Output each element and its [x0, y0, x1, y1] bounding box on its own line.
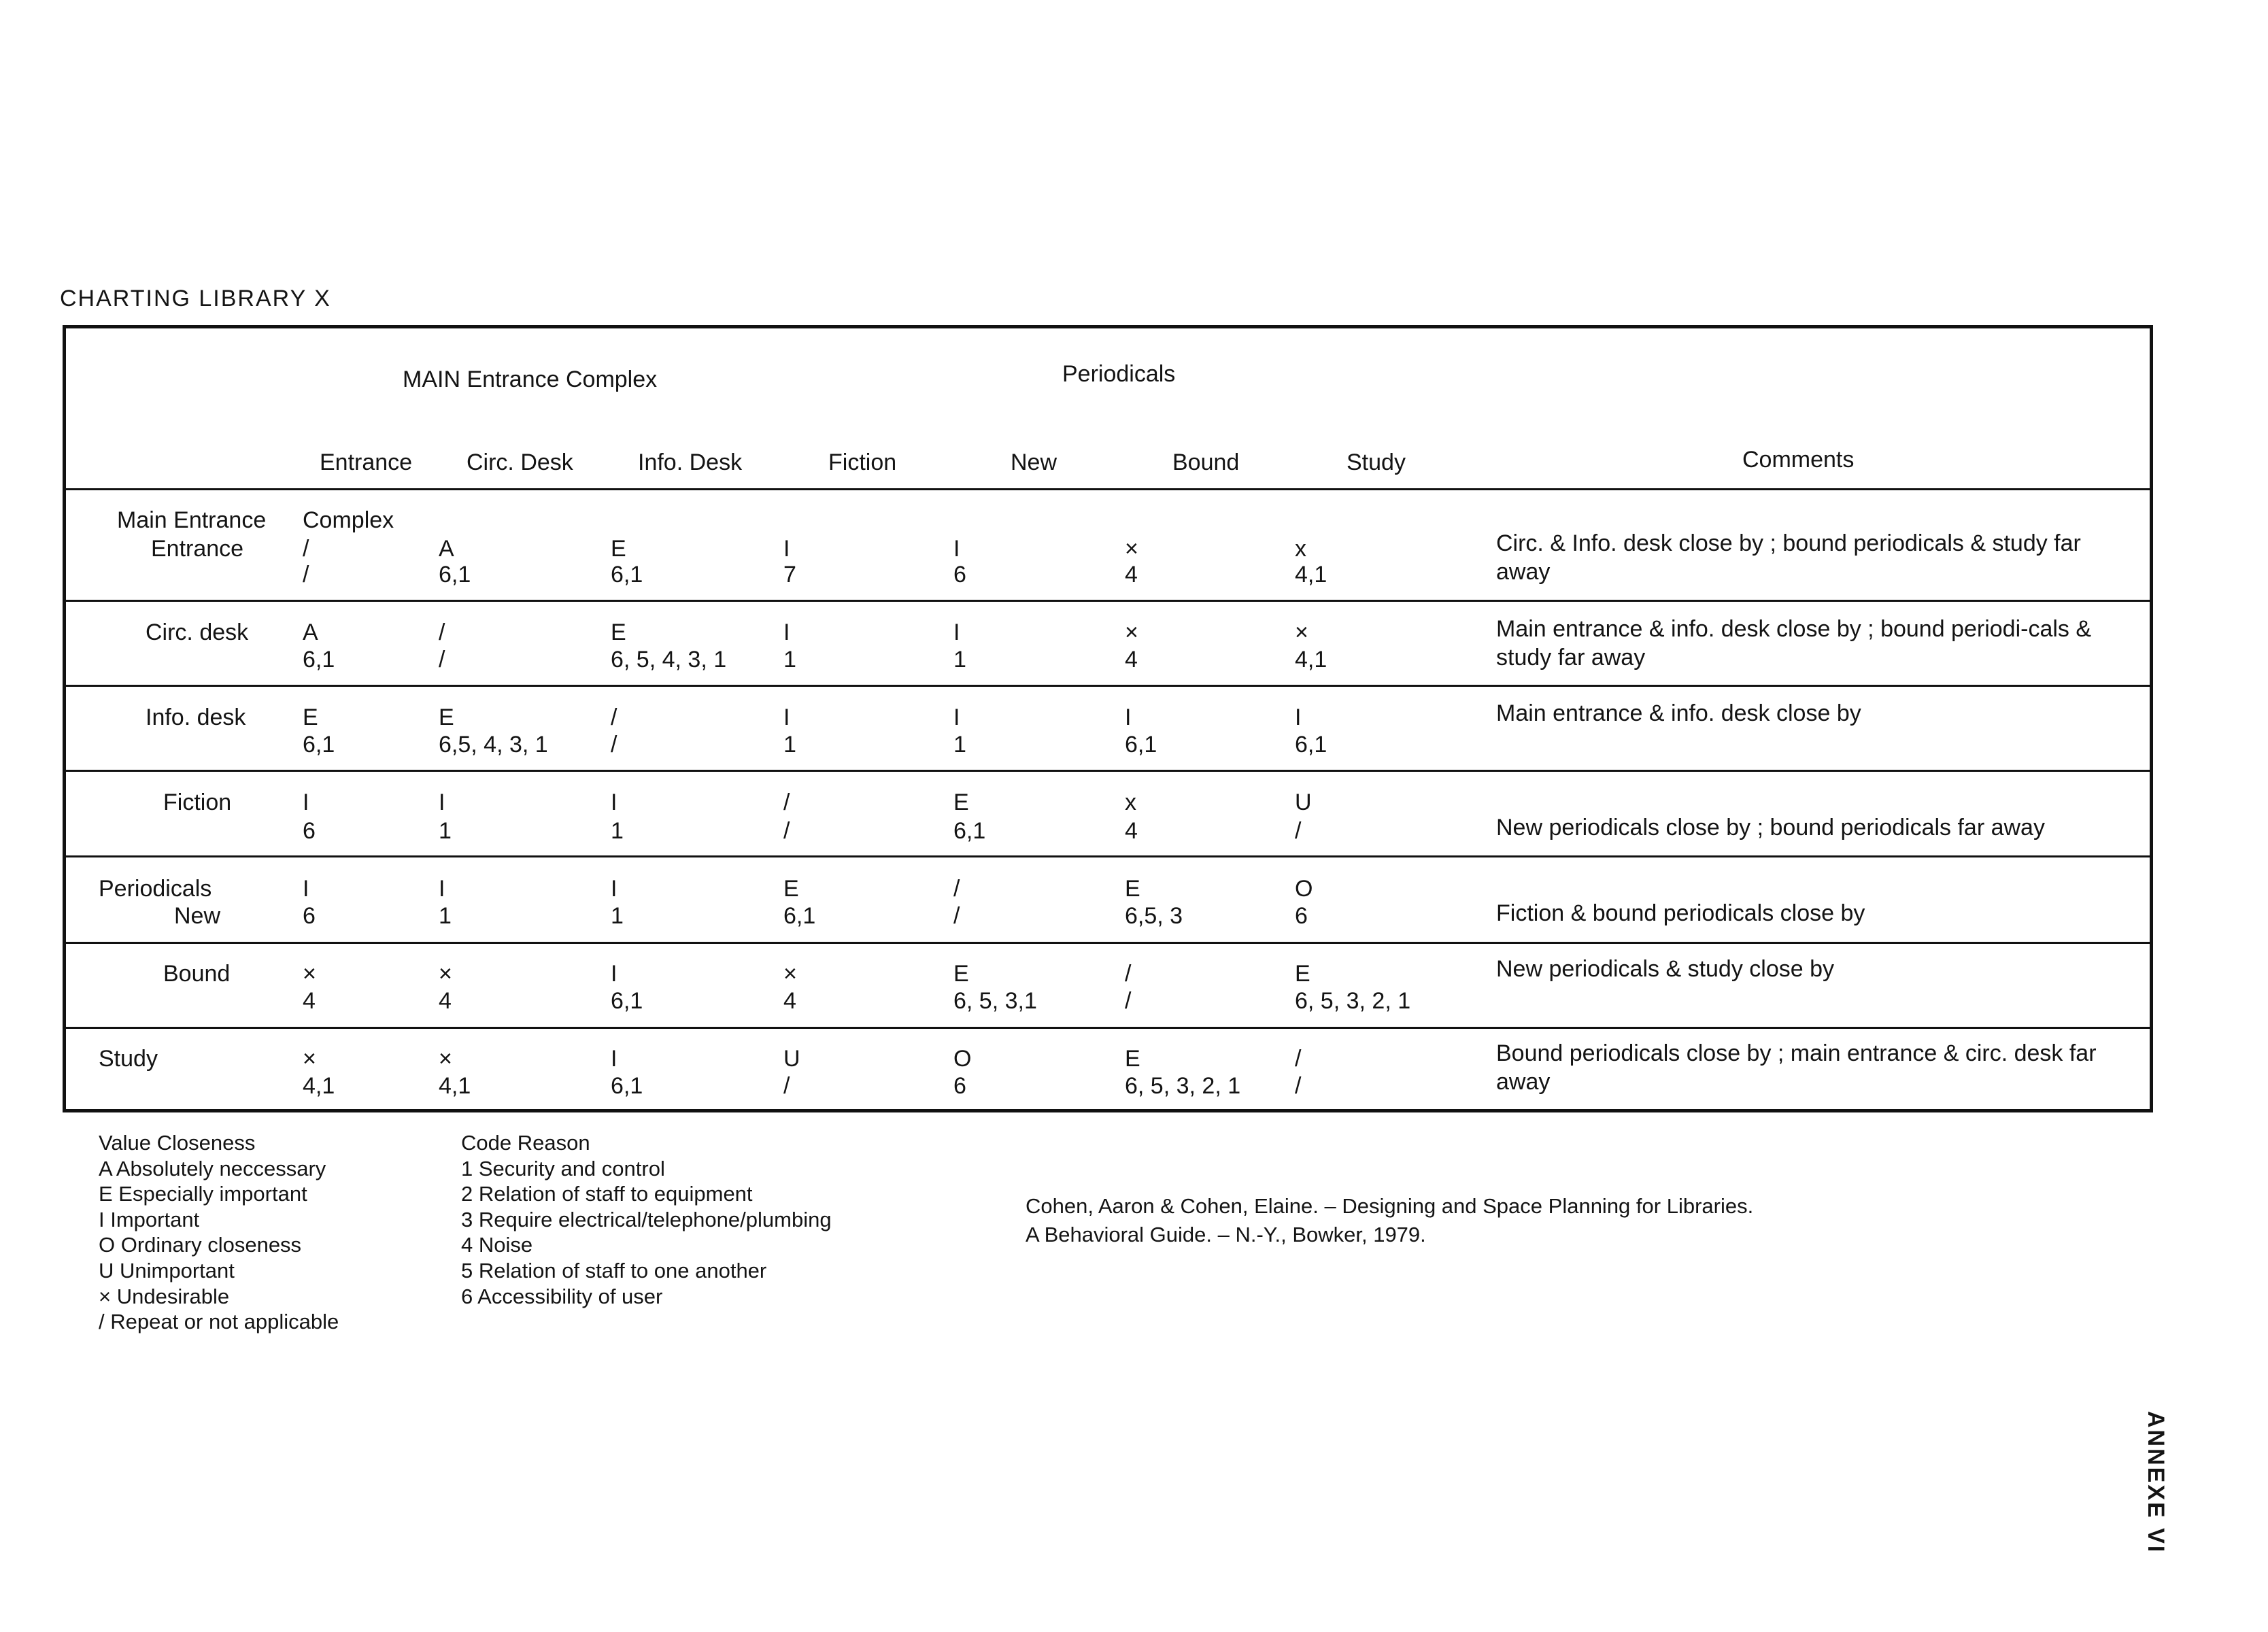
legend-item: 1 Security and control — [461, 1156, 665, 1180]
row-label: Periodicals — [99, 876, 212, 902]
column-header-circ-desk: Circ. Desk — [467, 449, 573, 475]
cell-value: × — [303, 961, 316, 987]
cell-value: O — [953, 1046, 972, 1072]
cell-reason: 6 — [303, 818, 316, 844]
cell-reason: 6,1 — [611, 988, 643, 1014]
column-header-fiction: Fiction — [828, 449, 897, 475]
cell-reason: / — [953, 903, 960, 929]
cell-reason: 4 — [439, 988, 452, 1014]
cell-value: I — [611, 876, 617, 902]
cell-value: x — [1125, 789, 1136, 815]
cell-reason: 4,1 — [1295, 647, 1327, 673]
row-rule — [63, 855, 2153, 857]
cell-value: E — [611, 619, 626, 645]
cell-value: E — [303, 704, 318, 730]
cell-value: I — [953, 704, 960, 730]
legend-item: 5 Relation of staff to one another — [461, 1258, 767, 1282]
cell-reason: 4 — [1125, 818, 1138, 844]
cell-value: × — [1295, 619, 1308, 645]
cell-reason: 4,1 — [1295, 562, 1327, 588]
cell-reason: 6 — [953, 562, 966, 588]
cell-reason: 1 — [439, 818, 452, 844]
legend-item: 6 Accessibility of user — [461, 1284, 663, 1308]
cell-reason: 6, 5, 3, 2, 1 — [1295, 988, 1411, 1014]
cell-value: I — [953, 619, 960, 645]
cell-reason: 4 — [303, 988, 316, 1014]
row-comment: New periodicals close by ; bound periodicals far away — [1496, 815, 2045, 840]
cell-value: E — [953, 789, 969, 815]
cell-value: A — [303, 619, 318, 645]
row-comment: Main entrance & info. desk close by ; bound periodi-cals & study far away — [1496, 616, 2092, 670]
cell-reason: 1 — [953, 647, 966, 673]
cell-value: I — [783, 704, 790, 730]
cell-value: / — [439, 619, 445, 645]
cell-value: E — [953, 961, 969, 987]
cell-value: I — [303, 789, 309, 815]
cell-value: × — [439, 961, 452, 987]
row-label: Study — [99, 1046, 158, 1072]
row-label-sub: Entrance — [151, 536, 244, 562]
cell-reason: 6,1 — [439, 562, 471, 588]
cell-reason: 1 — [783, 732, 796, 758]
cell-reason: 6, 5, 3, 2, 1 — [1125, 1073, 1241, 1099]
row-label-sub: New — [174, 903, 221, 929]
legend-item: 4 Noise — [461, 1233, 533, 1257]
cell-reason: 1 — [953, 732, 966, 758]
cell-reason: 6 — [1295, 903, 1308, 929]
cell-value: U — [1295, 789, 1312, 815]
legend-value-closeness — [99, 1130, 339, 1335]
cell-reason: / — [1295, 1073, 1302, 1099]
cell-reason: 6 — [303, 903, 316, 929]
cell-value: O — [1295, 876, 1313, 902]
row-comment: Fiction & bound periodicals close by — [1496, 900, 1865, 926]
column-header-info-desk: Info. Desk — [638, 449, 743, 475]
cell-reason: 6, 5, 4, 3, 1 — [611, 647, 727, 673]
cell-reason: 1 — [611, 818, 624, 844]
cell-reason: 6,5, 4, 3, 1 — [439, 732, 548, 758]
cell-value: E — [611, 536, 626, 562]
row-label-complex: Complex — [303, 507, 394, 533]
cell-reason: 6,1 — [611, 562, 643, 588]
citation-line: A Behavioral Guide. – N.-Y., Bowker, 1979. — [1026, 1223, 1426, 1246]
cell-reason: / — [439, 647, 445, 673]
cell-value: I — [439, 876, 445, 902]
column-header-new: New — [1011, 449, 1057, 475]
cell-reason: 1 — [611, 903, 624, 929]
group-header-main-entrance: MAIN Entrance Complex — [403, 367, 658, 392]
cell-value: / — [303, 536, 309, 562]
cell-reason: / — [783, 818, 790, 844]
cell-value: × — [1125, 536, 1138, 562]
cell-value: E — [1125, 1046, 1140, 1072]
row-label: Fiction — [163, 789, 232, 815]
cell-value: / — [953, 876, 960, 902]
column-header-bound: Bound — [1172, 449, 1240, 475]
cell-value: E — [1295, 961, 1310, 987]
cell-reason: 4 — [1125, 647, 1138, 673]
cell-reason: 4 — [1125, 562, 1138, 588]
row-rule — [63, 770, 2153, 772]
citation-line: Cohen, Aaron & Cohen, Elaine. – Designing and Space Planning for Libraries. — [1026, 1194, 1754, 1218]
cell-reason: 4,1 — [439, 1073, 471, 1099]
cell-reason: 1 — [439, 903, 452, 929]
legend-code-reason — [461, 1130, 832, 1309]
cell-reason: 6, 5, 3,1 — [953, 988, 1037, 1014]
row-rule — [63, 685, 2153, 687]
cell-value: A — [439, 536, 454, 562]
cell-value: E — [1125, 876, 1140, 902]
group-header-periodicals: Periodicals — [1062, 361, 1176, 387]
cell-value: / — [783, 789, 790, 815]
cell-value: I — [1125, 704, 1132, 730]
cell-value: / — [1295, 1046, 1302, 1072]
citation — [1026, 1192, 1753, 1249]
cell-value: E — [439, 704, 454, 730]
column-header-entrance: Entrance — [320, 449, 413, 475]
legend-item: A Absolutely neccessary — [99, 1156, 326, 1180]
cell-value: x — [1295, 536, 1306, 562]
row-label: Info. desk — [146, 704, 246, 730]
legend-item: O Ordinary closeness — [99, 1233, 302, 1257]
cell-value: × — [783, 961, 797, 987]
cell-reason: / — [783, 1073, 790, 1099]
legend-title: Code Reason — [461, 1131, 590, 1155]
legend-item: U Unimportant — [99, 1258, 235, 1282]
cell-reason: 6,1 — [1125, 732, 1157, 758]
row-label: Bound — [163, 961, 231, 987]
cell-value: U — [783, 1046, 800, 1072]
cell-reason: 6,1 — [303, 647, 335, 673]
cell-value: I — [1295, 704, 1302, 730]
row-rule — [63, 600, 2153, 602]
annex-label: ANNEXE VI — [2143, 1411, 2169, 1554]
cell-value: I — [611, 789, 617, 815]
cell-reason: / — [611, 732, 617, 758]
cell-value: I — [611, 961, 617, 987]
cell-value: × — [303, 1046, 316, 1072]
cell-reason: 6,1 — [303, 732, 335, 758]
cell-value: I — [439, 789, 445, 815]
cell-reason: 4,1 — [303, 1073, 335, 1099]
row-comment: Bound periodicals close by ; main entrance & circ. desk far away — [1496, 1040, 2097, 1095]
cell-reason: / — [1125, 988, 1132, 1014]
cell-value: × — [439, 1046, 452, 1072]
legend-item: × Undesirable — [99, 1284, 230, 1308]
row-comment: Main entrance & info. desk close by — [1496, 700, 1861, 726]
row-comment: Circ. & Info. desk close by ; bound periodicals & study far away — [1496, 530, 2081, 585]
cell-reason: 6,1 — [611, 1073, 643, 1099]
cell-value: I — [611, 1046, 617, 1072]
legend-item: 3 Require electrical/telephone/plumbing — [461, 1207, 832, 1231]
row-label: Main Entrance — [117, 507, 267, 533]
cell-value: I — [783, 619, 790, 645]
cell-value: I — [953, 536, 960, 562]
row-comment: New periodicals & study close by — [1496, 956, 1835, 982]
cell-reason: 1 — [783, 647, 796, 673]
cell-reason: 6 — [953, 1073, 966, 1099]
cell-reason: 6,1 — [783, 903, 816, 929]
row-rule — [63, 942, 2153, 944]
legend-item: E Especially important — [99, 1182, 307, 1206]
cell-value: × — [1125, 619, 1138, 645]
column-header-comments: Comments — [1742, 447, 1855, 473]
document-title: CHARTING LIBRARY X — [60, 286, 331, 311]
row-rule — [63, 1027, 2153, 1029]
cell-value: / — [611, 704, 617, 730]
column-header-study: Study — [1347, 449, 1406, 475]
cell-reason: 7 — [783, 562, 796, 588]
cell-reason: 6,5, 3 — [1125, 903, 1183, 929]
cell-value: I — [783, 536, 790, 562]
cell-value: E — [783, 876, 799, 902]
cell-reason: 4 — [783, 988, 796, 1014]
cell-reason: 6,1 — [1295, 732, 1327, 758]
cell-reason: / — [303, 562, 309, 588]
cell-value: I — [303, 876, 309, 902]
row-label: Circ. desk — [146, 619, 249, 645]
header-rule — [63, 488, 2153, 490]
legend-title: Value Closeness — [99, 1131, 256, 1155]
legend-item: 2 Relation of staff to equipment — [461, 1182, 753, 1206]
cell-reason: 6,1 — [953, 818, 986, 844]
cell-value: / — [1125, 961, 1132, 987]
legend-item: I Important — [99, 1207, 200, 1231]
cell-reason: / — [1295, 818, 1302, 844]
legend-item: / Repeat or not applicable — [99, 1310, 339, 1334]
